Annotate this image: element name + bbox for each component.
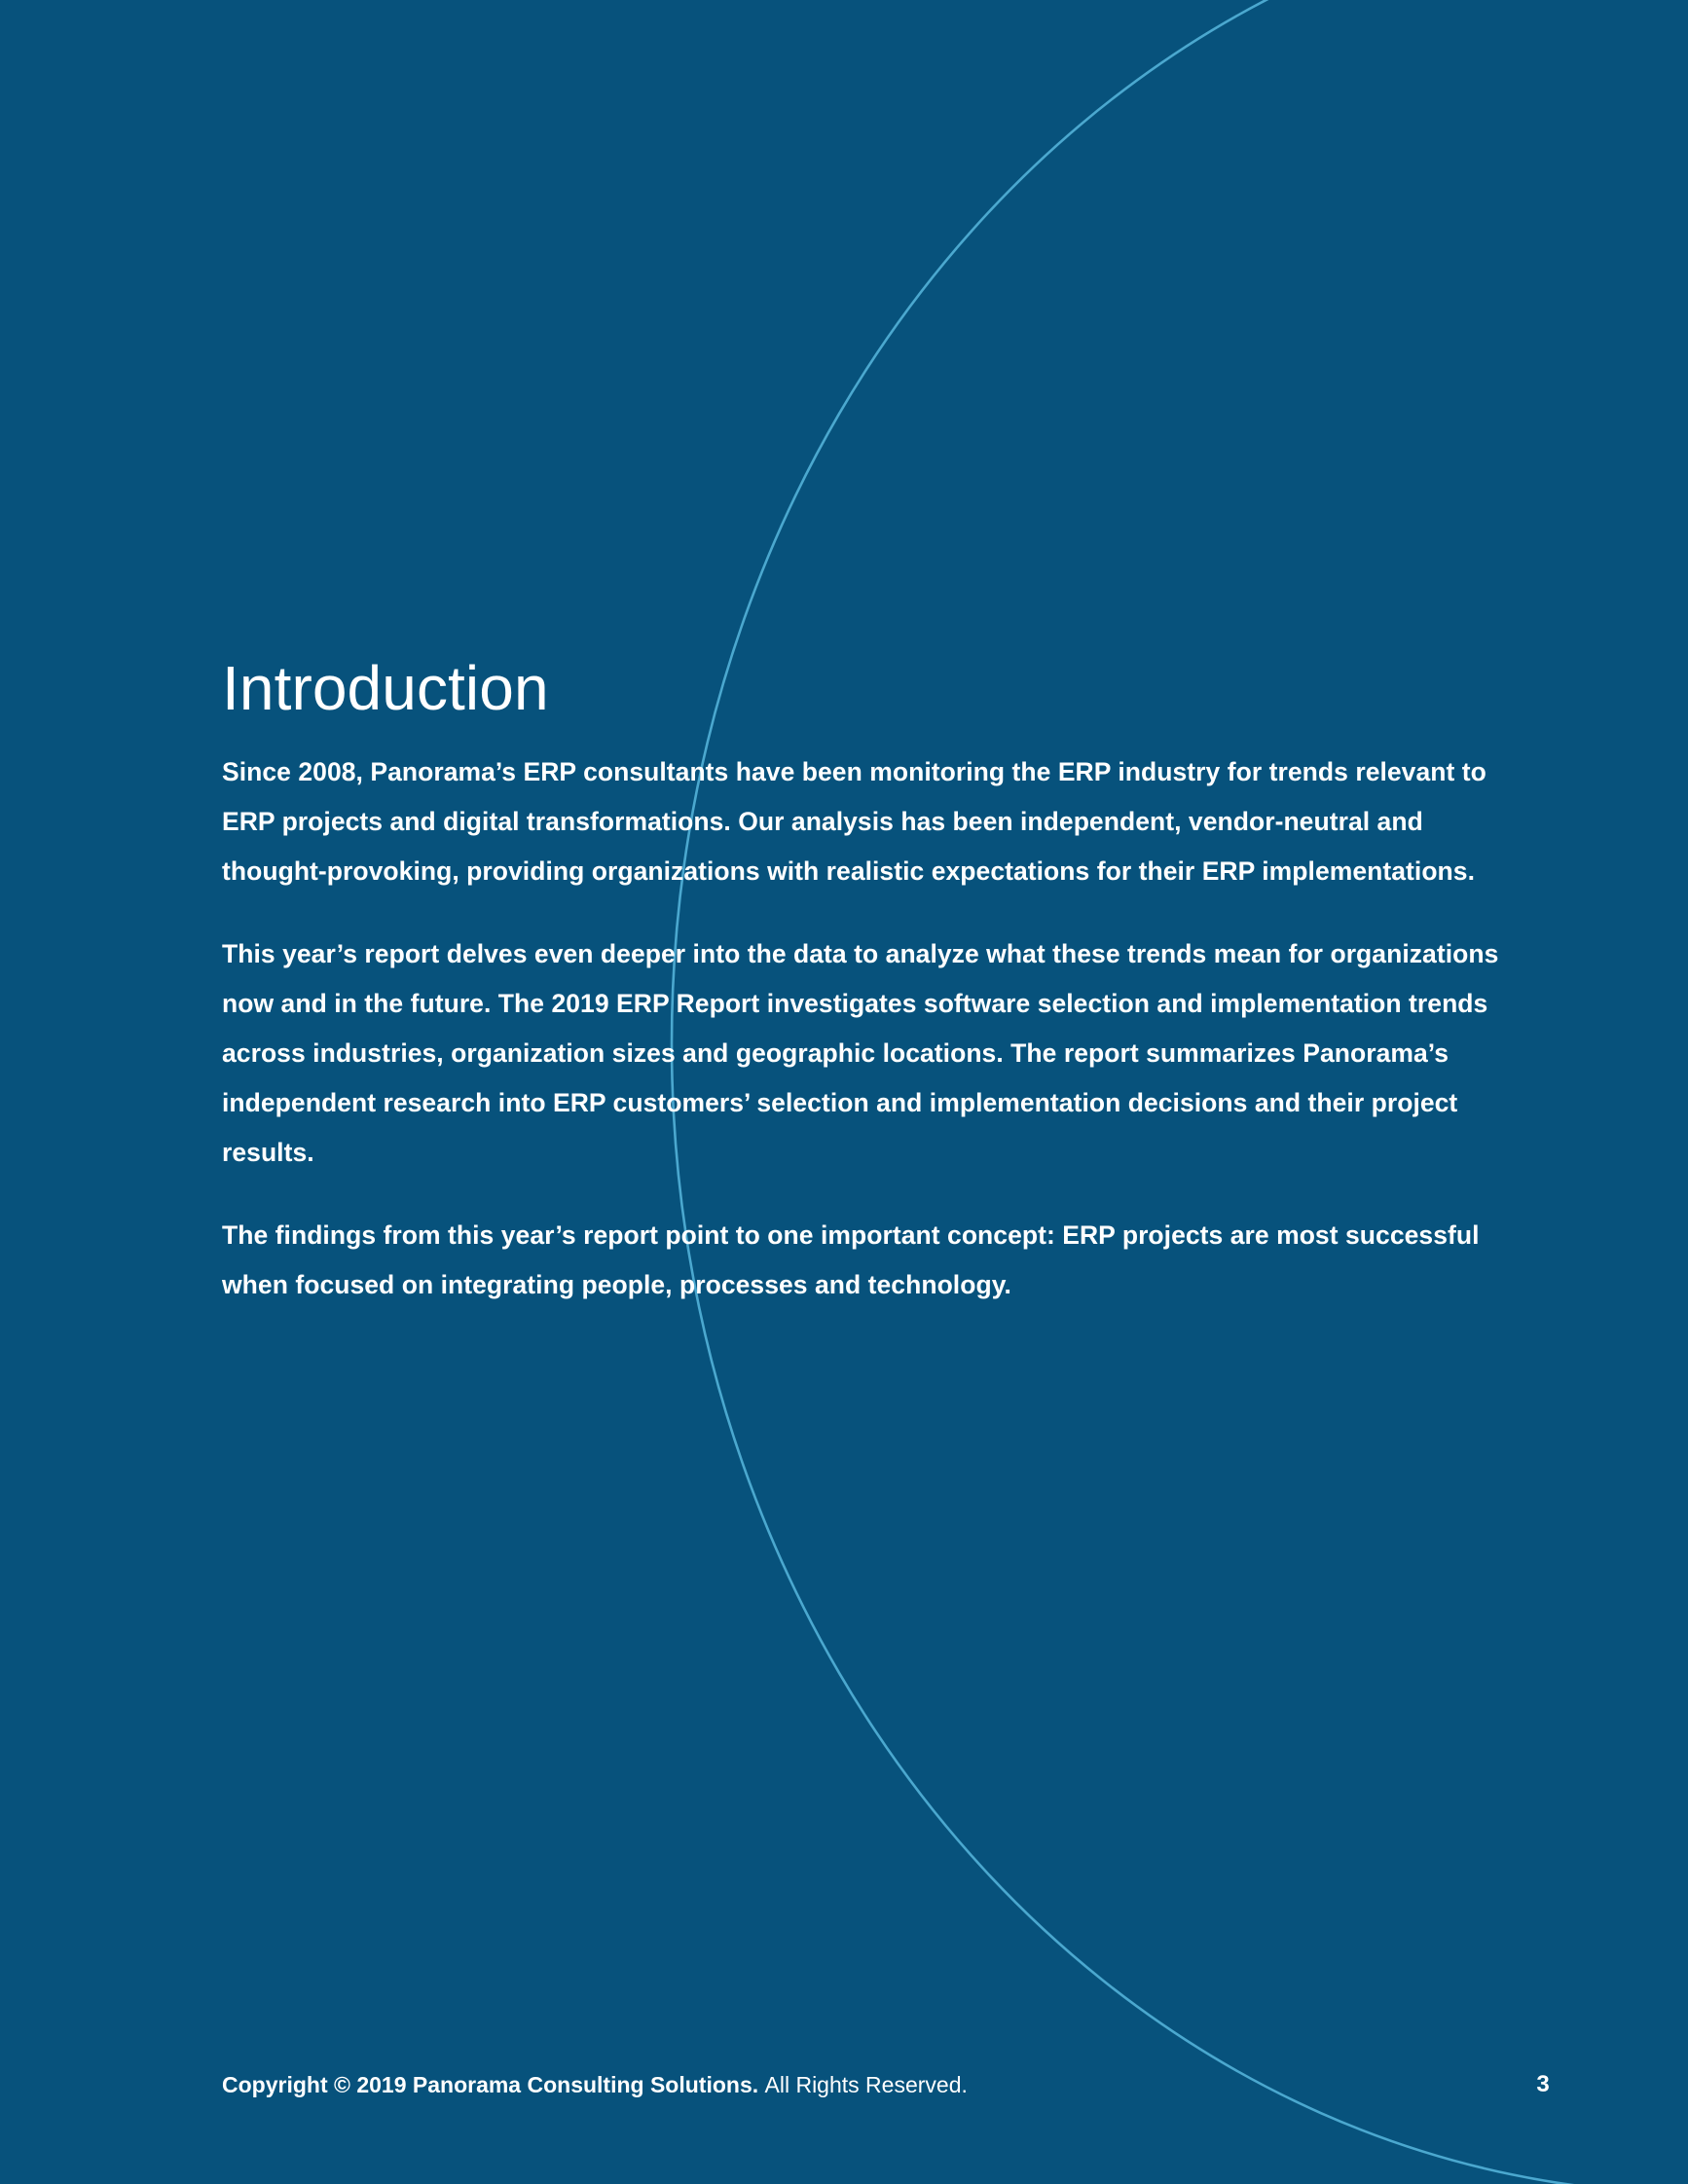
paragraph-intro-scope: This year’s report delves even deeper into the data to analyze what these trends mean for organizations now and in the future. The 2019 ERP Report investigates software selection and implementation trends across industries, organization sizes and geographic locations. The report summarizes Panorama’s independent research into ERP customers’ selection and implementation decisions and their project results. — [222, 938, 1499, 1167]
page-number: 3 — [1536, 2071, 1550, 2097]
page-content — [222, 654, 1507, 1310]
footer-copyright — [222, 2065, 968, 2104]
footer-copyright-owner: Copyright © 2019 Panorama Consulting Solutions. — [222, 2072, 759, 2097]
paragraph-intro-history: Since 2008, Panorama’s ERP consultants have been monitoring the ERP industry for trends relevant to ERP projects and digital transformations. Our analysis has been independent, vendor-neutral and thought-provoking, providing organizations with realistic expectations for their ERP implementations. — [222, 756, 1486, 886]
page-footer — [222, 2065, 1688, 2104]
footer-rights-statement: All Rights Reserved. — [764, 2072, 968, 2097]
page-title: Introduction — [222, 653, 549, 723]
paragraph-intro-key-finding: The findings from this year’s report point to one important concept: ERP projects are most successful when focused on integrating people, processes and technology. — [222, 1219, 1480, 1299]
